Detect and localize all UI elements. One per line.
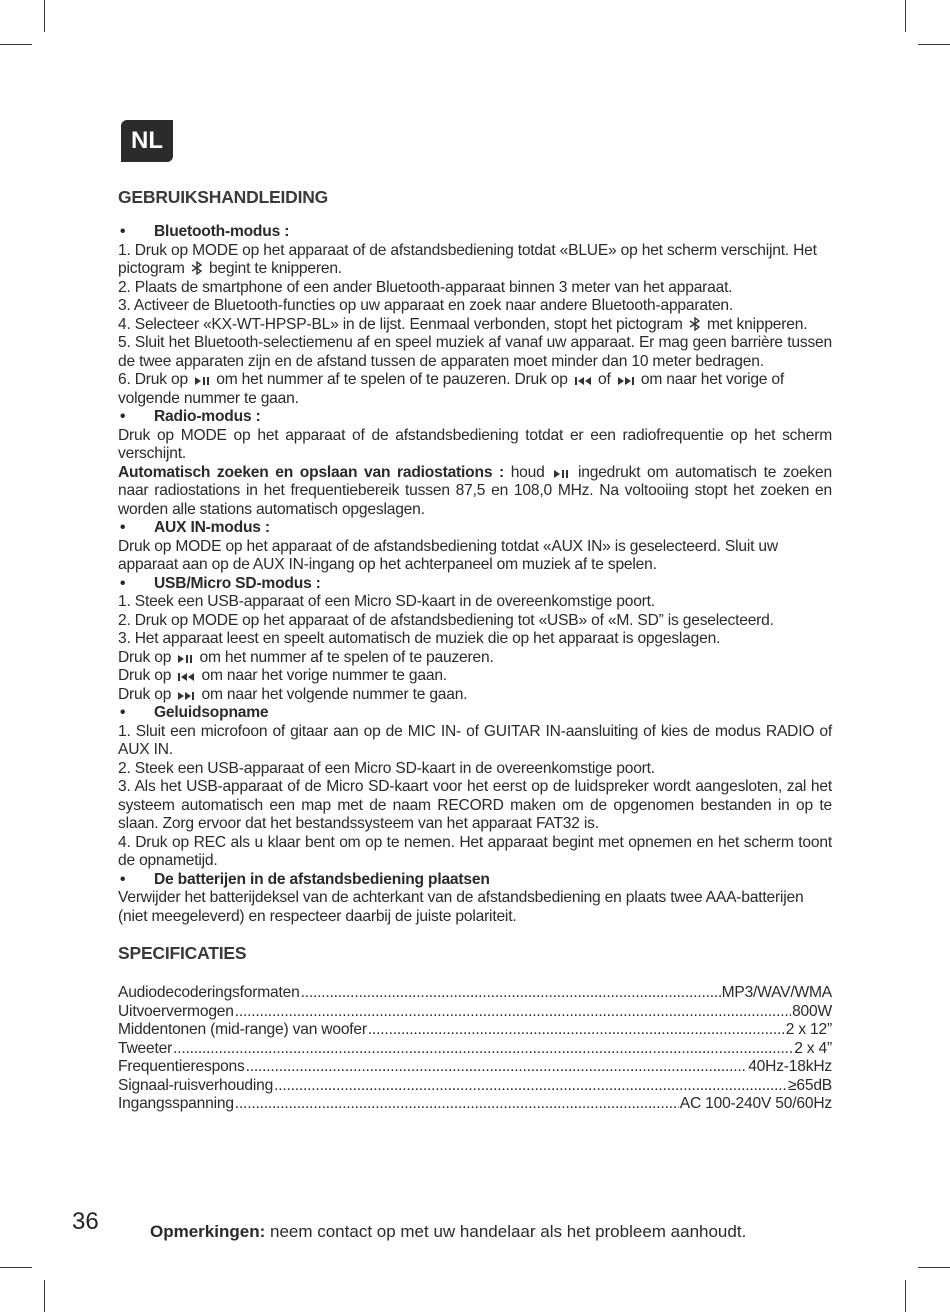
crop-mark [918,44,950,45]
crop-mark [0,1267,32,1268]
radio-paragraph-1: Druk op MODE op het apparaat of de afstandsbediening totdat er een radiofrequentie op het scherm verschijnt. [118,426,832,462]
spec-row: Tweeter ..... 2 x 4” [118,1040,832,1059]
bluetooth-icon [191,261,203,275]
crop-mark [0,44,32,45]
usb-next-line: Druk op om naar het volgende nummer te gaan. [118,685,468,703]
bluetooth-step-5: 5. Sluit het Bluetooth-selectiemenu af en speel muziek af vanaf uw apparaat. Er mag geen barrière tussen de twee apparaten zijn en de afstand tussen de apparaten moet minder dan 10 meter bedragen. [118,334,832,370]
recording-step-1: 1. Sluit een microfoon of gitaar aan op de MIC IN- of GUITAR IN-aansluiting of kies de modus RADIO of AUX IN. [118,722,832,758]
next-track-icon [617,376,635,386]
usb-step-1: 1. Steek een USB-apparaat of een Micro SD-kaart in de overeenkomstige poort. [118,593,655,610]
specs-list [118,984,832,1114]
usb-heading: • USB/Micro SD-modus : [120,574,321,592]
crop-mark [44,1280,45,1312]
bluetooth-icon [689,317,701,331]
footer-note: Opmerkingen: neem contact op met uw handelaar als het probleem aanhoudt. [150,1222,747,1241]
spec-row: Signaal-ruisverhouding ..... ≥65dB [118,1077,832,1096]
bluetooth-step-3: 3. Activeer de Bluetooth-functies op uw apparaat en zoek naar andere Bluetooth-apparaten. [118,297,734,314]
recording-step-2: 2. Steek een USB-apparaat of een Micro SD-kaart in de overeenkomstige poort. [118,759,655,777]
crop-mark [918,1267,950,1268]
play-pause-icon [553,469,569,479]
aux-paragraph: Druk op MODE op het apparaat of de afstandsbediening totdat «AUX IN» is geselecteerd. Sluit uw apparaat aan op de AUX IN-ingang op het achterpaneel om muziek af te spelen. [118,537,778,573]
bluetooth-step-4: 4. Selecteer «KX-WT-HPSP-BL» in de lijst. Eenmaal verbonden, stopt het pictogram met knipperen. [118,315,808,333]
crop-mark [44,0,45,32]
radio-paragraph-2: Automatisch zoeken en opslaan van radiostations : houd ingedrukt om automatisch te zoeken naar radiostations in het frequentiebereik tussen 87,5 en 108,0 MHz. Na voltooiing stopt het zoeken en worden alle stations automatisch opgeslagen. [118,463,832,518]
play-pause-icon [194,376,210,386]
crop-mark [905,0,906,32]
bluetooth-heading: • Bluetooth-modus : [120,223,290,240]
recording-heading: • Geluidsopname [120,704,269,721]
recording-step-3: 3. Als het USB-apparaat of de Micro SD-kaart voor het eerst op de luidspreker wordt aangesloten, zal het systeem automatisch een map met de naam RECORD maken om de opgenomen bestanden in op te slaan. Zorg ervoor dat het bestandssysteem van het apparaat FAT32 is. [118,778,832,832]
radio-heading: • Radio-modus : [120,408,261,425]
battery-heading: • De batterijen in de afstandsbediening plaatsen [120,870,490,888]
usb-play-line: Druk op om het nummer af te spelen of te pauzeren. [118,648,494,666]
spec-row: Uitvoervermogen ..... 800W [118,1003,832,1022]
play-pause-icon [177,654,193,664]
manual-content [118,186,832,1114]
crop-mark [905,1280,906,1312]
language-badge: NL [121,120,173,162]
section-title: GEBRUIKSHANDLEIDING [118,187,329,207]
bluetooth-step-6: 6. Druk op om het nummer af te spelen of te pauzeren. Druk op of om naar het vorige of volgende nummer te gaan. [118,371,785,407]
usb-previous-line: Druk op om naar het vorige nummer te gaan. [118,667,447,684]
previous-track-icon [574,376,592,386]
page-number: 36 [72,1208,99,1235]
spec-row: Audiodecoderingsformaten ..... MP3/WAV/WMA [118,984,832,1003]
next-track-icon [177,691,195,701]
bluetooth-step-1: 1. Druk op MODE op het apparaat of de afstandsbediening totdat «BLUE» op het scherm verschijnt. Het pictogram begint te knipperen. [118,241,817,277]
specs-title: SPECIFICATIES [118,943,247,963]
usb-step-2: 2. Druk op MODE op het apparaat of de afstandsbediening tot «USB» of «M. SD” is geselecteerd. [118,611,774,629]
usb-step-3: 3. Het apparaat leest en speelt automatisch de muziek die op het apparaat is opgeslagen. [118,630,721,647]
spec-row: Frequentierespons ..... 40Hz-18kHz [118,1058,832,1077]
aux-heading: • AUX IN-modus : [120,519,270,536]
recording-step-4: 4. Druk op REC als u klaar bent om op te nemen. Het apparaat begint met opnemen en het scherm toont de opnametijd. [118,833,832,869]
previous-track-icon [177,672,195,682]
battery-paragraph: Verwijder het batterijdeksel van de achterkant van de afstandsbediening en plaats twee AAA-batterijen (niet meegeleverd) en respecteer daarbij de juiste polariteit. [118,889,804,925]
bluetooth-step-2: 2. Plaats de smartphone of een ander Bluetooth-apparaat binnen 3 meter van het apparaat. [118,278,733,296]
spec-row: Ingangsspanning ..... AC 100-240V 50/60Hz [118,1095,832,1114]
spec-row: Middentonen (mid-range) van woofer ..... 2 x 12” [118,1021,832,1040]
